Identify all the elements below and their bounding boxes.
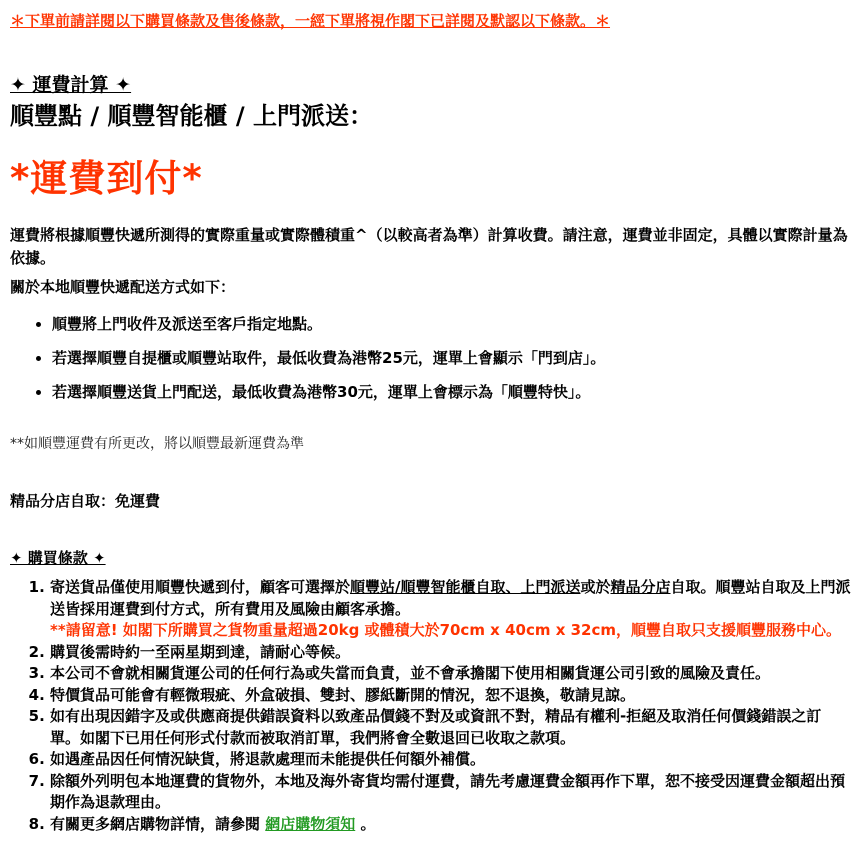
term-item-1 xyxy=(50,577,851,642)
delivery-options-intro: 關於本地順豐快遞配送方式如下： xyxy=(10,278,236,296)
delivery-options-list xyxy=(10,313,851,404)
term-8-suffix: 。 xyxy=(355,814,376,833)
delivery-option-item: • 若選擇順豐送貨上門配送，最低收費為港幣30元，運單上會標示為「順豐特快」。 xyxy=(52,381,851,404)
term-1-store-underline: 精品分店 xyxy=(610,578,671,596)
shipping-fee-intro: 運費將根據順豐快遞所測得的實際重量或實際體積重^（以較高者為準）計算收費。請注意，運費並非固定，具體以實際計量為依據。 xyxy=(10,226,848,267)
term-item-2: 2. 購買後需時約一至兩星期到達，請耐心等候。 xyxy=(50,642,851,664)
term-item-7: 7. 除額外列明包本地運費的貨物外，本地及海外寄貨均需付運費，請先考慮運費金額再作下單，恕不接受因運費金額超出預期作為退款理由。 xyxy=(50,771,851,814)
term-item-8 xyxy=(50,814,851,836)
term-item-4: 4. 特價貨品可能會有輕微瑕疵、外盒破損、雙封、膠紙斷開的情況，恕不退換，敬請見諒。 xyxy=(50,685,851,707)
store-shopping-guide-link[interactable]: 網店購物須知 xyxy=(265,814,356,833)
fee-change-note: **如順豐運費有所更改，將以順豐最新運費為準 xyxy=(10,436,304,452)
term-8-prefix: 有關更多網店購物詳情，請參閱 xyxy=(50,814,266,833)
term-1-pickup-methods-underline: 順豐站/順豐智能櫃自取、上門派送 xyxy=(350,578,581,596)
term-item-5: 5. 如有出現因錯字及或供應商提供錯誤資料以致產品價錢不對及或資訊不對，精品有權利-拒絕及取消任何價錢錯誤之訂單。如閣下已用任何形式付款而被取消訂單，我們將會全數退回已收取之款項。 xyxy=(50,706,851,749)
delivery-option-item: • 若選擇順豐自提櫃或順豐站取件，最低收費為港幣25元，運單上會顯示「門到店」。 xyxy=(52,347,851,370)
shipping-fee-section-heading: ✦ 運費計算 ✦ xyxy=(10,74,132,96)
delivery-option-item: • 順豐將上門收件及派送至客戶指定地點。 xyxy=(52,313,851,336)
pre-order-notice: ＊下單前請詳閱以下購買條款及售後條款，一經下單將視作閣下已詳閱及默認以下條款。＊ xyxy=(10,12,611,30)
term-1-text: 或於 xyxy=(580,578,611,596)
purchase-terms-list xyxy=(10,577,851,835)
term-1-text: 寄送貨品僅使用順豐快遞到付，顧客可選擇於 xyxy=(50,578,351,596)
oversize-warning: **請留意! 如閣下所購買之貨物重量超過20kg 或體積大於70cm x 40cm x 32cm，順豐自取只支援順豐服務中心。 xyxy=(50,621,841,639)
purchase-terms-heading: ✦ 購買條款 ✦ xyxy=(10,549,106,567)
delivery-methods-heading: 順豐點 / 順豐智能櫃 / 上門派送： xyxy=(10,102,373,130)
term-item-6: 6. 如遇產品因任何情況缺貨，將退款處理而未能提供任何額外補償。 xyxy=(50,749,851,771)
freight-collect-title: *運費到付* xyxy=(10,157,203,200)
term-item-3: 3. 本公司不會就相關貨運公司的任何行為或失當而負責，並不會承擔閣下使用相關貨運公司引致的風險及責任。 xyxy=(50,663,851,685)
store-pickup-note: 精品分店自取：免運費 xyxy=(10,492,161,510)
term-1-text: 自取。順豐站自取及上門派送皆採用運費到付方式，所有費用及風險由顧客承擔。 xyxy=(50,578,851,618)
